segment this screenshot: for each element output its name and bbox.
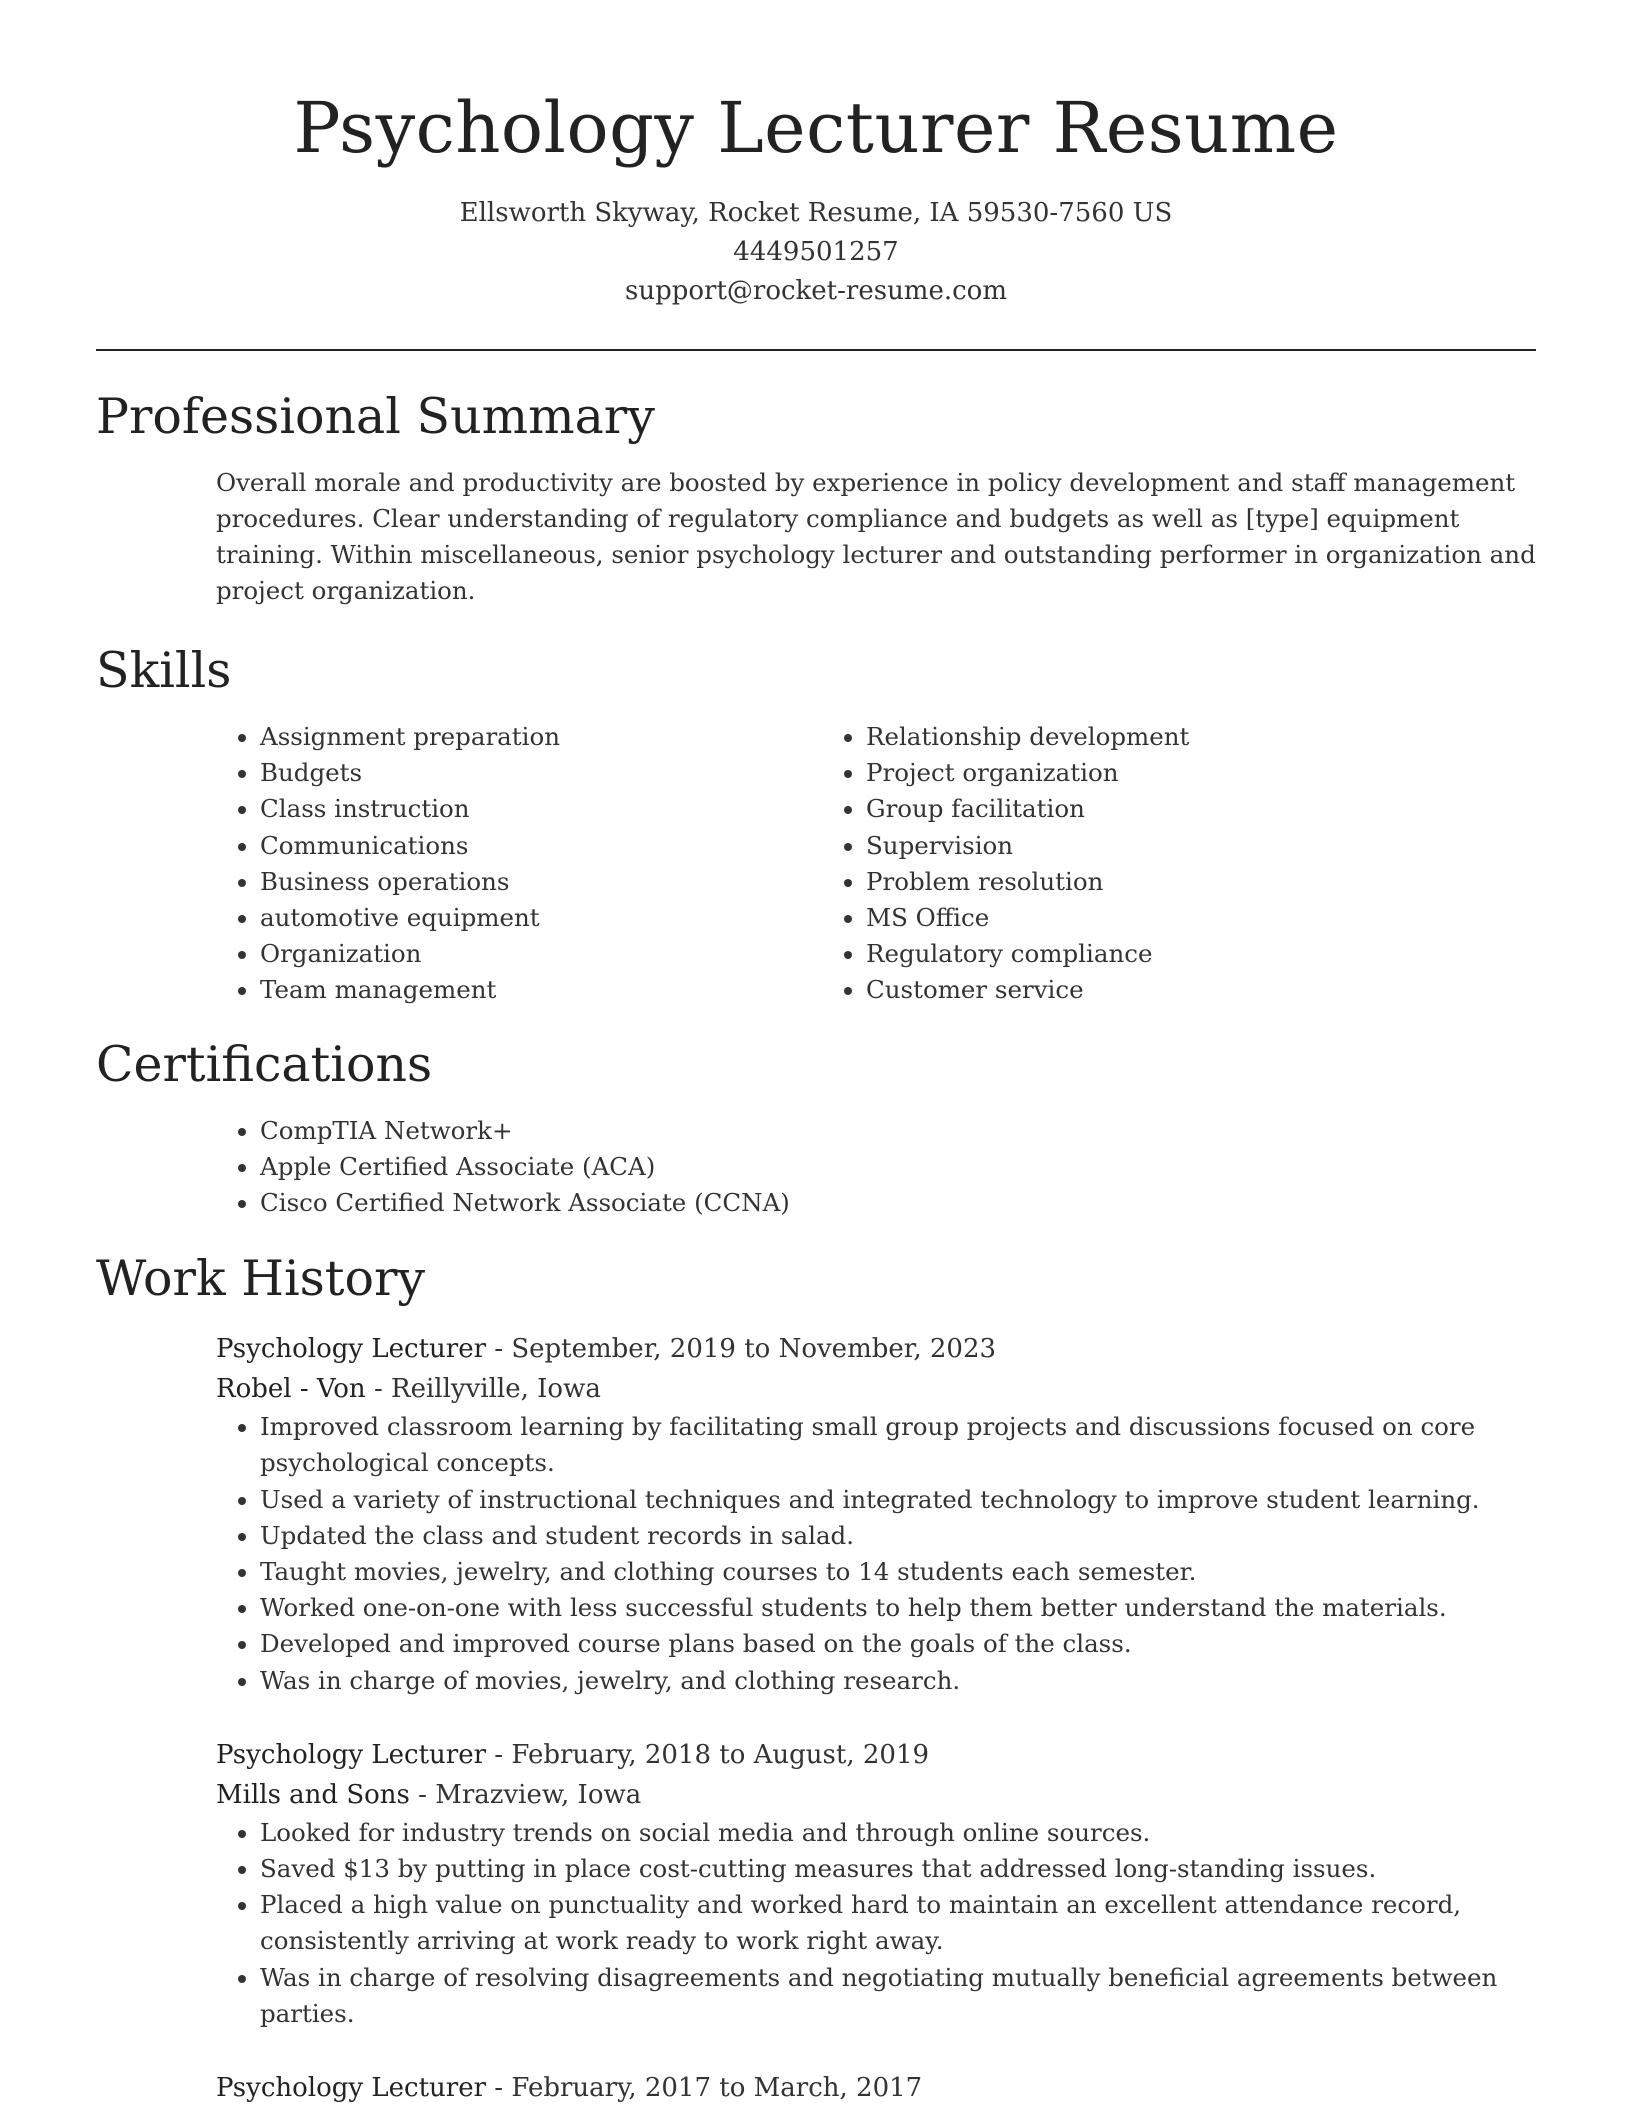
job-duty: • Updated the class and student records in salad. xyxy=(260,1518,1536,1554)
resume-title: Psychology Lecturer Resume xyxy=(293,87,1339,169)
job-title: Psychology Lecturer xyxy=(216,1334,487,1365)
job-company: Robel - Von xyxy=(216,1374,366,1405)
skill-item: • Team management xyxy=(260,972,822,1008)
job-duties-list xyxy=(216,1815,1536,2032)
job-title-line xyxy=(216,1735,1536,1775)
certifications-list xyxy=(216,1113,1536,1222)
skill-item: • Group facilitation xyxy=(866,791,1422,827)
job-duties-list xyxy=(216,1409,1536,1699)
skill-item: • Regulatory compliance xyxy=(866,936,1422,972)
contact-info xyxy=(96,194,1536,311)
job-entry xyxy=(96,1329,1536,1699)
job-dates: - February, 2017 to March, 2017 xyxy=(486,2073,923,2104)
job-title: Psychology Lecturer xyxy=(216,1739,487,1770)
job-duty: • Placed a high value on punctuality and worked hard to maintain an excellent attendance record, consistently arriving at work ready to work right away. xyxy=(260,1887,1536,1959)
job-company-line xyxy=(216,1369,1536,1409)
job-duty: • Used a variety of instructional techniques and integrated technology to improve student learning. xyxy=(260,1482,1536,1518)
skills-column-2 xyxy=(822,719,1422,1009)
job-duty: • Was in charge of resolving disagreements and negotiating mutually beneficial agreements between parties. xyxy=(260,1960,1536,2032)
job-duty: • Developed and improved course plans based on the goals of the class. xyxy=(260,1626,1536,1662)
address: Ellsworth Skyway, Rocket Resume, IA 59530-7560 US xyxy=(459,198,1173,228)
summary-heading: Professional Summary xyxy=(96,388,655,445)
skill-item: • Problem resolution xyxy=(866,864,1422,900)
certification-item: • Cisco Certified Network Associate (CCNA) xyxy=(260,1185,1536,1221)
skill-item: • automotive equipment xyxy=(260,900,822,936)
job-entry xyxy=(96,1735,1536,2032)
job-location: - Mrazview, Iowa xyxy=(409,1779,642,1810)
skill-item: • Business operations xyxy=(260,864,822,900)
job-dates: - February, 2018 to August, 2019 xyxy=(486,1739,930,1770)
skill-item: • Communications xyxy=(260,828,822,864)
job-entry xyxy=(96,2068,1536,2108)
work-history-heading: Work History xyxy=(96,1250,426,1308)
certification-item: • Apple Certified Associate (ACA) xyxy=(260,1149,1536,1185)
job-duty: • Looked for industry trends on social media and through online sources. xyxy=(260,1815,1536,1851)
job-duty: • Taught movies, jewelry, and clothing courses to 14 students each semester. xyxy=(260,1554,1536,1590)
skill-item: • Assignment preparation xyxy=(260,719,822,755)
job-location: - Reillyville, Iowa xyxy=(365,1374,601,1405)
certifications-section xyxy=(96,1113,1536,1222)
job-company: Mills and Sons xyxy=(216,1779,410,1810)
skill-item: • Project organization xyxy=(866,755,1422,791)
certifications-heading: Certifications xyxy=(96,1035,433,1093)
certification-item: • CompTIA Network+ xyxy=(260,1113,1536,1149)
skill-item: • Class instruction xyxy=(260,791,822,827)
summary-text: Overall morale and productivity are boosted by experience in policy development and staff management procedures. Clear understanding of regulatory compliance and budgets as well as [type] equipment training. Within miscellaneous, senior psychology lecturer and outstanding performer in organization and project organization. xyxy=(216,468,1536,605)
skill-item: • Relationship development xyxy=(866,719,1422,755)
skill-item: • Customer service xyxy=(866,972,1422,1008)
job-dates: - September, 2019 to November, 2023 xyxy=(486,1334,997,1365)
skill-item: • MS Office xyxy=(866,900,1422,936)
job-title-line xyxy=(216,1329,1536,1369)
email: support@rocket-resume.com xyxy=(624,276,1007,306)
header-divider xyxy=(96,349,1536,351)
skills-column-1 xyxy=(216,719,822,1009)
skills-columns xyxy=(216,719,1536,1009)
skills-section xyxy=(96,719,1536,1009)
job-duty: • Saved $13 by putting in place cost-cutting measures that addressed long-standing issues. xyxy=(260,1851,1536,1887)
phone: 4449501257 xyxy=(733,237,899,267)
skill-item: • Organization xyxy=(260,936,822,972)
skill-item: • Supervision xyxy=(866,828,1422,864)
job-duty: • Was in charge of movies, jewelry, and clothing research. xyxy=(260,1663,1536,1699)
skills-heading: Skills xyxy=(96,642,232,699)
resume-header xyxy=(96,80,1536,311)
job-title-line xyxy=(216,2068,1536,2108)
job-title: Psychology Lecturer xyxy=(216,2073,487,2104)
skill-item: • Budgets xyxy=(260,755,822,791)
job-duty: • Worked one-on-one with less successful students to help them better understand the materials. xyxy=(260,1590,1536,1626)
job-duty: • Improved classroom learning by facilitating small group projects and discussions focused on core psychological concepts. xyxy=(260,1409,1536,1481)
job-company-line xyxy=(216,1775,1536,1815)
